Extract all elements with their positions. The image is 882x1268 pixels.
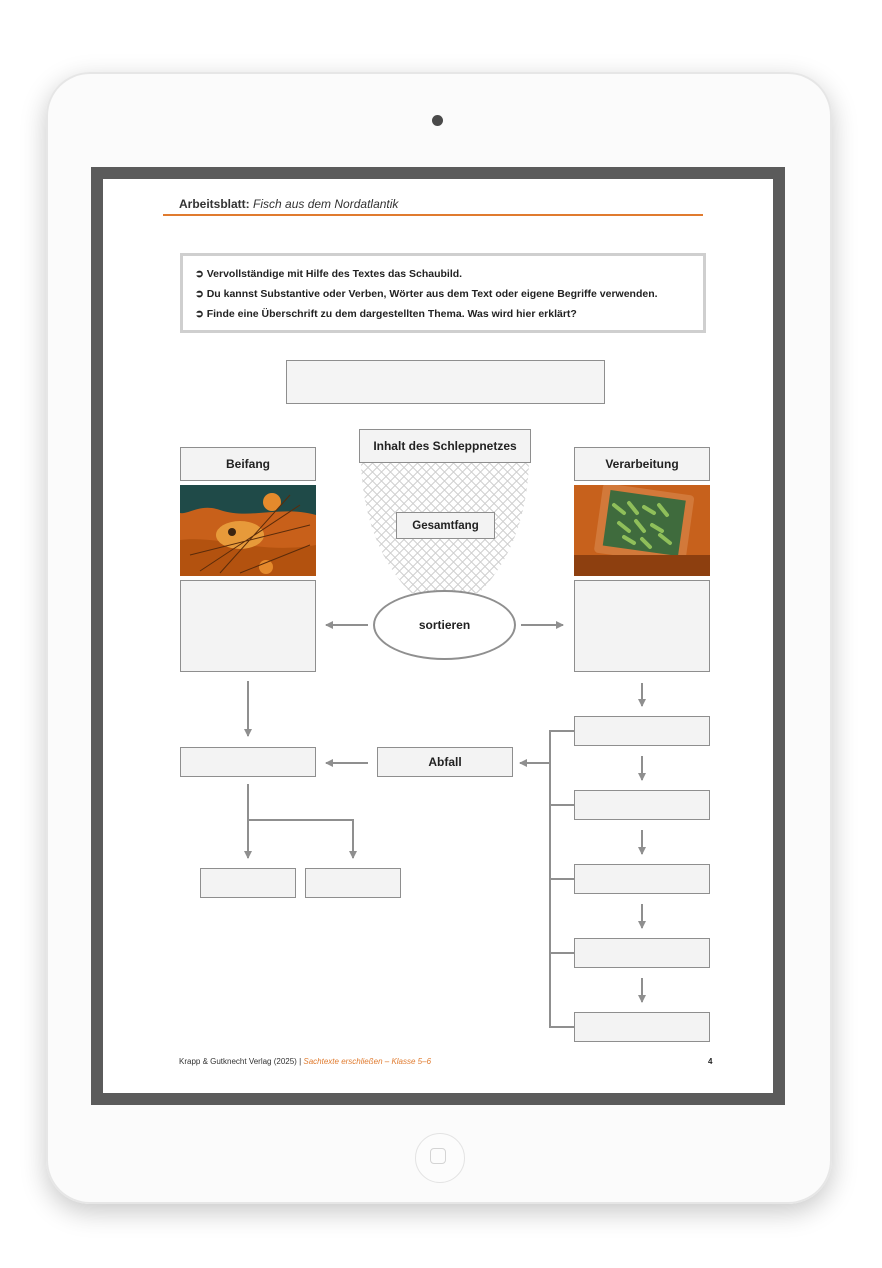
page-footer: [179, 1057, 431, 1066]
beifang-label: Beifang: [180, 447, 316, 481]
gesamtfang-label: Gesamtfang: [396, 512, 495, 539]
instruction-line: ➲ Vervollständige mit Hilfe des Textes das Schaubild.: [195, 268, 463, 280]
footer-publisher: Krapp & Gutknecht Verlag (2025) |: [179, 1057, 302, 1066]
instruction-line: ➲ Du kannst Substantive oder Verben, Wörter aus dem Text oder eigene Begriffe verwenden.: [195, 288, 658, 300]
page-number: 4: [708, 1057, 713, 1066]
abfall-label: Abfall: [377, 747, 513, 777]
header-title: Fisch aus dem Nordatlantik: [253, 197, 399, 211]
verarbeitung-label: Verarbeitung: [574, 447, 710, 481]
instruction-line: ➲ Finde eine Überschrift zu dem dargestellten Thema. Was wird hier erklärt?: [195, 308, 577, 320]
footer-series: Sachtexte erschließen – Klasse 5–6: [303, 1057, 432, 1066]
sortieren-node: sortieren: [373, 590, 516, 660]
schleppnetz-label: Inhalt des Schleppnetzes: [359, 429, 531, 463]
header-prefix: Arbeitsblatt:: [179, 197, 250, 211]
